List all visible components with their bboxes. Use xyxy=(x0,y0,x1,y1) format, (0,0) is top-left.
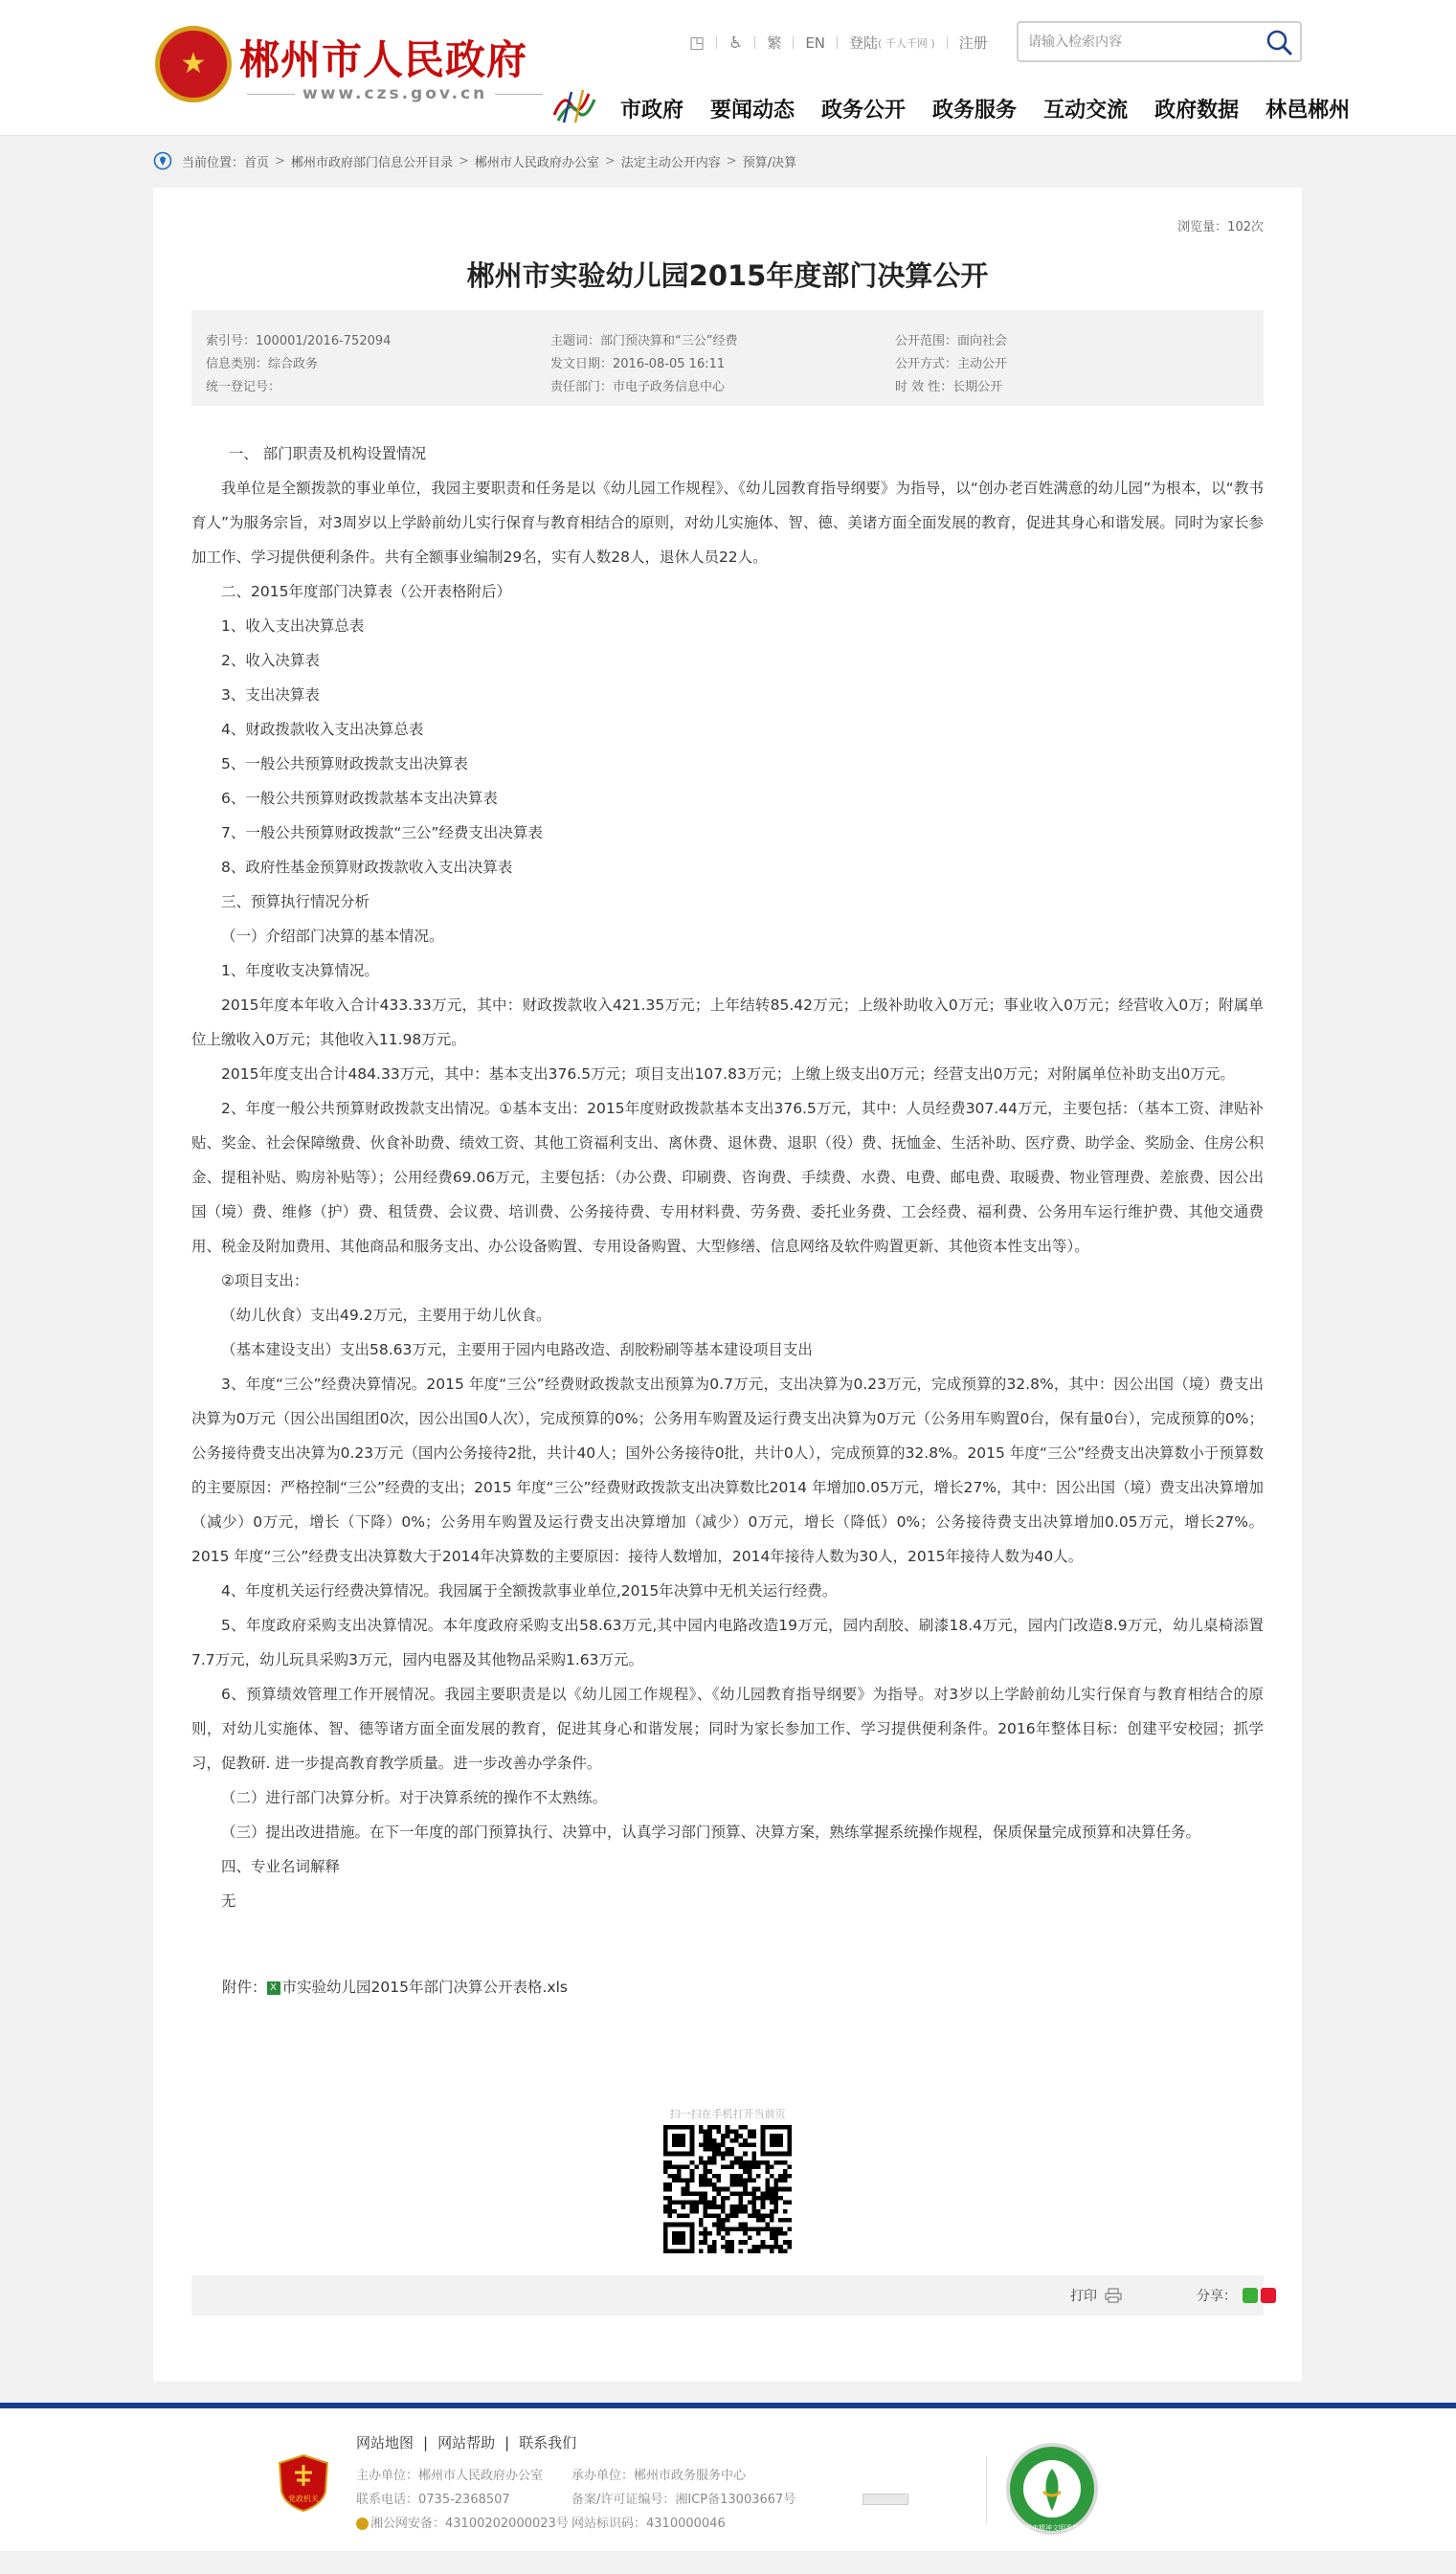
badge-left-text: 党政机关 xyxy=(288,2495,319,2503)
breadcrumb-home[interactable]: 首页 xyxy=(244,155,270,170)
body-paragraph: （一）介绍部门决算的基本情况。 xyxy=(221,928,444,945)
nav-decoration-icon xyxy=(550,86,598,124)
share-label: 分享： xyxy=(1197,2289,1237,2304)
attachment xyxy=(222,1976,568,1997)
footer-site-code: 网站标识码：4310000046 xyxy=(571,2517,726,2531)
footer-links: 网站地图 | 网站帮助 | 联系我们 xyxy=(356,2434,577,2451)
star-icon: ★ xyxy=(180,47,207,80)
breadcrumb-label: 当前位置： xyxy=(182,155,245,170)
footer-icp[interactable]: 备案/许可证编号：湘ICP备13003667号 xyxy=(571,2493,796,2507)
nav-item-city-gov[interactable]: 市政府 xyxy=(620,99,684,123)
footer-link-help[interactable]: 网站帮助 xyxy=(437,2434,496,2451)
body-paragraph: 3、支出决算表 xyxy=(221,686,320,704)
body-paragraph: 1、年度收支决算情况。 xyxy=(221,962,379,979)
search-button[interactable] xyxy=(1264,28,1294,56)
gov-organ-badge-icon[interactable] xyxy=(278,2453,329,2513)
body-paragraph: 4、年度机关运行经费决算情况。我园属于全额拨款事业单位,2015年决算中无机关运行经费。 xyxy=(221,1582,838,1600)
footer-link-sitemap[interactable]: 网站地图 xyxy=(356,2434,414,2451)
qr-tip: 扫一扫在手机打开当前页 xyxy=(669,2108,786,2120)
view-count xyxy=(1177,216,1264,235)
body-paragraph: （三）提出改进措施。在下一年度的部门预算执行、决算中，认真学习部门预算、决算方案，熟练掌握系统操作规程，保质保量完成预算和决算任务。 xyxy=(221,1824,1201,1841)
nav-item-gov-affairs-open[interactable]: 政务公开 xyxy=(821,99,907,123)
traditional-chinese-link[interactable]: 繁 xyxy=(767,34,782,52)
qr-code-icon xyxy=(663,2125,792,2253)
article-meta-box xyxy=(191,310,1264,406)
meta-scope: 公开范围：面向社会 xyxy=(895,334,1008,348)
search-icon xyxy=(1264,28,1294,56)
body-paragraph: 2、年度一般公共预算财政拨款支出情况。①基本支出：2015年度财政拨款基本支出376.5万元，其中：人员经费307.44万元，主要包括：（基本工资、津贴补贴、奖金、社会保障缴费、伙食补助费、绩效工资、其他工资福利支出、离休费、退休费、退职（役）费、抚恤金、生活补助、医疗费、助学金、奖励金、住房公积金、提租补贴、购房补贴等）；公用经费69.06万元，主要包括：（办公费、印刷费、咨询费、手续费、水费、电费、邮电费、取暖费、物业管理费、差旅费、因公出国（境）费、维修（护）费、租赁费、会议费、培训费、公务接待费、专用材料费、劳务费、委托业务费、工会经费、福利费、公务用车运行维护费、其他交通费用、税金及附加费用、其他商品和服务支出、办公设备购置、专用设备购置、大型修缮、信息网络及软件购置更新、其他资本性支出等）。 xyxy=(191,1100,1264,1255)
share-group xyxy=(1197,2286,1276,2305)
nav-item-linyi-chenzhou[interactable]: 林邑郴州 xyxy=(1266,99,1351,123)
attachment-label: 附件： xyxy=(222,1979,267,1996)
printer-icon xyxy=(1105,2288,1122,2303)
elderly-mode-icon[interactable]: ◳ xyxy=(689,33,706,53)
body-paragraph: 一、 部门职责及机构设置情况 xyxy=(228,445,427,462)
body-paragraph: 7、一般公共预算财政拨款“三公”经费支出决算表 xyxy=(221,824,543,841)
site-url: www.czs.gov.cn xyxy=(239,84,523,103)
search-input[interactable] xyxy=(1028,32,1248,53)
register-link[interactable]: 注册 xyxy=(958,34,988,52)
print-button[interactable] xyxy=(1070,2286,1122,2305)
meta-index-no: 索引号：100001/2016-752094 xyxy=(206,334,392,348)
body-paragraph: 4、财政拨款收入支出决算总表 xyxy=(221,721,424,738)
breadcrumb: 当前位置： 首页 > 郴州市政府部门信息公开目录 > 郴州市人民政府办公室 > 法定主动公开内容 > 预算/决算 xyxy=(153,151,796,170)
main-nav xyxy=(620,94,1377,123)
footer-host: 主办单位：郴州市人民政府办公室 xyxy=(356,2469,544,2483)
nav-item-gov-services[interactable]: 政务服务 xyxy=(932,99,1018,123)
body-paragraph: 6、预算绩效管理工作开展情况。我园主要职责是以《幼儿园工作规程》、《幼儿园教育指导纲要》为指导。对3岁以上学龄前幼儿实行保育与教育相结合的原则，对幼儿实施体、智、德等诸方面全面发展的教育，促进其身心和谐发展；同时为家长参加工作、学习提供便利条件。2016年整体目标：创建平安校园；抓学习，促教研. 进一步提高教育教学质量。进一步改善办学条件。 xyxy=(191,1686,1264,1772)
nav-item-interaction[interactable]: 互动交流 xyxy=(1043,99,1129,123)
bottom-strip xyxy=(0,2551,1456,2574)
body-paragraph: （幼儿伙食）支出49.2万元，主要用于幼儿伙食。 xyxy=(221,1307,551,1324)
wechat-share-icon[interactable] xyxy=(1243,2288,1258,2303)
footer-link-contact[interactable]: 联系我们 xyxy=(519,2434,577,2451)
body-paragraph: 四、专业名词解释 xyxy=(221,1858,341,1875)
police-badge-icon xyxy=(356,2518,369,2530)
nav-item-gov-data[interactable]: 政府数据 xyxy=(1154,99,1240,123)
site-footer xyxy=(0,2403,1456,2551)
meta-reg-no: 统一登记号： xyxy=(206,380,281,394)
body-paragraph: 二、2015年度部门决算表（公开表格附后） xyxy=(221,583,511,600)
top-links xyxy=(689,33,988,53)
body-paragraph: 8、政府性基金预算财政拨款收入支出决算表 xyxy=(221,859,513,876)
login-note: ( 千人千网 ) xyxy=(878,36,935,50)
civilization-badge-icon[interactable] xyxy=(1005,2442,1099,2536)
footer-organizer: 承办单位：郴州市政务服务中心 xyxy=(571,2469,747,2483)
body-paragraph: 三、预算执行情况分析 xyxy=(221,893,370,910)
excel-file-icon: X xyxy=(267,1981,280,1995)
national-emblem-logo[interactable] xyxy=(155,26,232,102)
article-container xyxy=(153,188,1302,2382)
article-title: 郴州市实验幼儿园2015年度部门决算公开 xyxy=(466,259,989,292)
article-body xyxy=(191,436,1264,1918)
attachment-link[interactable]: 市实验幼儿园2015年部门决算公开表格.xls xyxy=(281,1979,568,1996)
body-paragraph: 3、年度“三公”经费决算情况。2015 年度“三公”经费财政拨款支出预算为0.7万元，支出决算为0.23万元，完成预算的32.8%，其中：因公出国（境）费支出决算为0万元（因公出国组团0次，因公出国0人次），完成预算的0%；公务用车购置及运行费支出决算为0万元（公务用车购置0台，保有量0台），完成预算的0%；公务接待费支出决算为0.23万元（国内公务接待2批，共计40人；国外公务接待0批，共计0人），完成预算的32.8%。2015 年度“三公”经费支出决算数小于预算数的主要原因：严格控制“三公”经费的支出；2015 年度“三公”经费财政拨款支出决算数比2014 年增加0.05万元，增长27%，其中：因公出国（境）费支出决算增加（减少）0万元，增长（下降）0%；公务用车购置及运行费支出决算增加（减少）0万元，增长（降低）0%；公务接待费支出决算增加0.05万元，增长27%。2015 年度“三公”经费支出决算数大于2014年决算数的主要原因：接待人数增加，2014年接待人数为30人，2015年接待人数为40人。 xyxy=(191,1376,1264,1565)
view-count-label: 浏览量： xyxy=(1177,220,1228,235)
body-paragraph: 5、一般公共预算财政拨款支出决算表 xyxy=(221,755,468,772)
breadcrumb-statutory[interactable]: 法定主动公开内容 xyxy=(620,155,721,170)
english-link[interactable]: EN xyxy=(805,34,826,52)
body-paragraph: 我单位是全额拨款的事业单位，我园主要职责和任务是以《幼儿园工作规程》、《幼儿园教育指导纲要》为指导，以“创办老百姓满意的幼儿园”为根本，以“教书育人”为服务宗旨，对3周岁以上学龄前幼儿实行保育与教育相结合的原则，对幼儿实施体、智、德、美诸方面全面发展的教育，促进其身心和谐发展。同时为家长参加工作、学习提供便利条件。共有全额事业编制29名，实有人数28人，退休人员22人。 xyxy=(191,480,1264,566)
footer-police[interactable]: 湘公网安备：43100202000023号 xyxy=(356,2512,569,2536)
body-paragraph: （基本建设支出）支出58.63万元，主要用于园内电路改造、刮胶粉刷等基本建设项目支出 xyxy=(221,1341,813,1358)
print-label: 打印 xyxy=(1070,2289,1097,2304)
site-title[interactable]: 郴州市人民政府 xyxy=(239,36,528,83)
meta-keywords: 主题词：部门预决算和“三公”经费 xyxy=(550,334,738,348)
body-paragraph: 1、收入支出决算总表 xyxy=(221,617,365,635)
site-header xyxy=(0,0,1456,136)
view-count-value: 102次 xyxy=(1227,220,1264,235)
body-paragraph: 2、收入决算表 xyxy=(221,652,320,669)
body-paragraph: 5、年度政府采购支出决算情况。本年度政府采购支出58.63万元,其中园内电路改造19万元，园内刮胶、刷漆18.4万元，园内门改造8.9万元，幼儿桌椅添置7.7万元，幼儿玩具采购3万元，园内电器及其他物品采购1.63万元。 xyxy=(191,1617,1264,1668)
meta-validity: 时 效 性：长期公开 xyxy=(895,380,1003,394)
body-paragraph: 6、一般公共预算财政拨款基本支出决算表 xyxy=(221,790,498,807)
badge-right-text: 郴州市精神文明委员会 xyxy=(1019,2524,1086,2532)
cnzz-badge-icon xyxy=(862,2494,908,2505)
meta-method: 公开方式：主动公开 xyxy=(895,357,1008,371)
meta-dept: 责任部门：市电子政务信息中心 xyxy=(550,380,726,394)
body-paragraph: 2015年度支出合计484.33万元，其中：基本支出376.5万元；项目支出107.83万元；上缴上级支出0万元；经营支出0万元；对附属单位补助支出0万元。 xyxy=(221,1065,1235,1083)
footer-phone: 联系电话：0735-2368507 xyxy=(356,2493,510,2507)
weibo-share-icon[interactable] xyxy=(1261,2288,1276,2303)
body-paragraph: ②项目支出： xyxy=(221,1272,309,1289)
location-pin-icon xyxy=(153,151,172,170)
footer-divider xyxy=(986,2456,987,2523)
breadcrumb-office[interactable]: 郴州市人民政府办公室 xyxy=(474,155,599,170)
search-box xyxy=(1017,21,1302,62)
meta-category: 信息类别：综合政务 xyxy=(206,357,319,371)
body-paragraph: 2015年度本年收入合计433.33万元，其中：财政拨款收入421.35万元；上年结转85.42万元；上级补助收入0万元；事业收入0万元；经营收入0万；附属单位上缴收入0万元；其他收入11.98万元。 xyxy=(191,996,1264,1048)
meta-date: 发文日期：2016-08-05 16:11 xyxy=(550,357,726,371)
breadcrumb-budget[interactable]: 预算/决算 xyxy=(742,155,797,170)
body-paragraph: 无 xyxy=(221,1892,236,1910)
login-link[interactable]: 登陆 xyxy=(849,34,879,52)
accessibility-icon[interactable]: ♿ xyxy=(728,33,744,53)
breadcrumb-catalog[interactable]: 郴州市政府部门信息公开目录 xyxy=(290,155,453,170)
share-bar xyxy=(191,2275,1264,2316)
body-paragraph: （二）进行部门决算分析。对于决算系统的操作不太熟练。 xyxy=(221,1789,608,1806)
nav-item-news[interactable]: 要闻动态 xyxy=(710,99,795,123)
